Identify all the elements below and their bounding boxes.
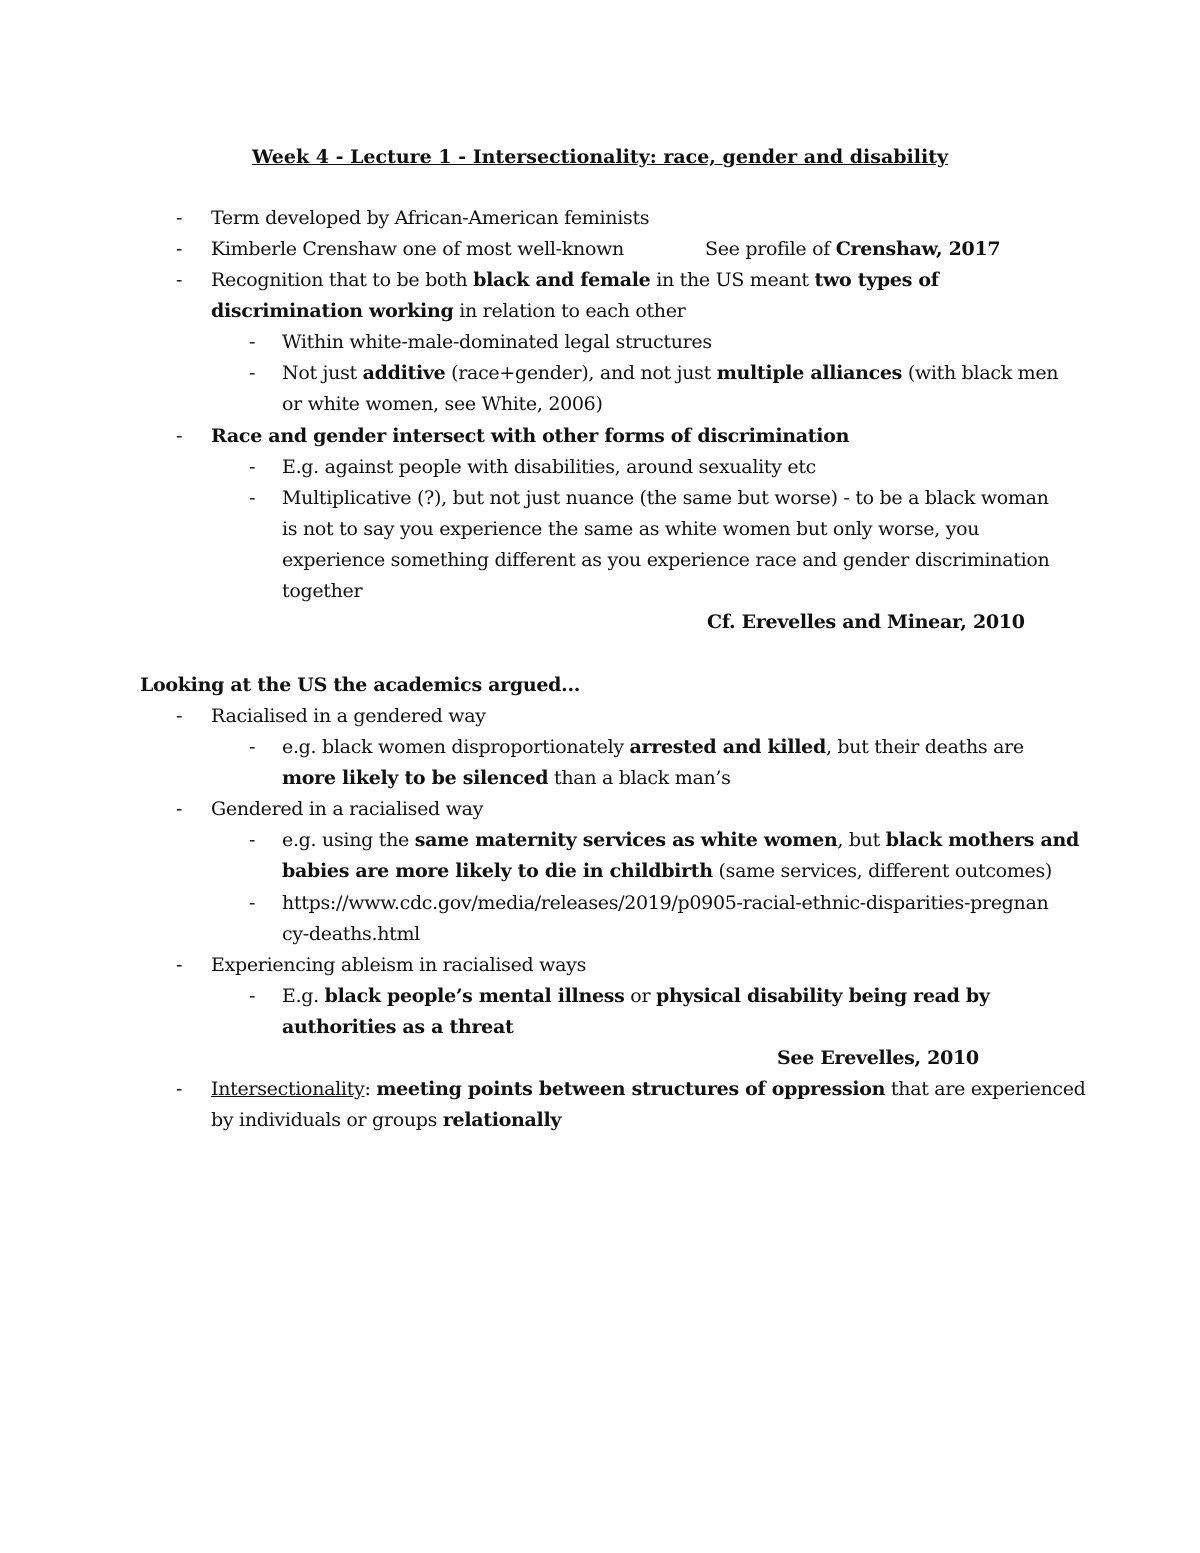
bold-span: arrested and killed: [629, 736, 826, 758]
sub-bullet-mental-illness-line2: authorities as a threat: [282, 1016, 514, 1038]
bullet-recognition-line1: [211, 265, 939, 296]
bullet-recognition-line2: [211, 296, 685, 327]
bullet-dash: -: [176, 207, 183, 229]
bullet-dash: -: [176, 425, 183, 447]
text-span: e.g. using the: [282, 829, 415, 851]
sub-bullet-additive-line2: or white women, see White, 2006): [282, 393, 603, 415]
sub-bullet-legal-structures: Within white-male-dominated legal structures: [282, 331, 712, 353]
sub-bullet-arrested-line2: [282, 763, 731, 794]
bold-span: black and female: [473, 269, 651, 291]
citation-erevelles-minear: Cf. Erevelles and Minear, 2010: [707, 611, 1025, 633]
bullet-gendered-racialised: Gendered in a racialised way: [211, 798, 484, 820]
text-span: e.g. black women disproportionately: [282, 736, 630, 758]
underlined-term: Intersectionality: [211, 1078, 365, 1100]
text-span: that are experienced: [885, 1078, 1086, 1100]
bold-span: relationally: [442, 1109, 562, 1131]
sub-bullet-disabilities: E.g. against people with disabilities, around sexuality etc: [282, 456, 817, 478]
bold-span: physical disability being read by: [655, 985, 990, 1007]
bold-span: black people’s mental illness: [324, 985, 625, 1007]
text-span: (race+gender), and not just: [445, 362, 717, 384]
sub-bullet-multiplicative-line2: is not to say you experience the same as white women but only worse, you: [282, 518, 980, 540]
citation-erevelles: See Erevelles, 2010: [777, 1047, 979, 1069]
sub-bullet-dash: -: [249, 985, 256, 1007]
sub-bullet-multiplicative-line1: Multiplicative (?), but not just nuance (the same but worse) - to be a black woman: [282, 487, 1049, 509]
text-span: (with black men: [902, 362, 1059, 384]
text-span: , but: [837, 829, 886, 851]
sub-bullet-maternity-line1: [282, 825, 1079, 856]
bullet-crenshaw: Kimberle Crenshaw one of most well-known: [211, 238, 624, 260]
text-span: or: [624, 985, 656, 1007]
text-span: in relation to each other: [453, 300, 686, 322]
section-heading: Looking at the US the academics argued...: [140, 674, 581, 696]
sub-bullet-multiplicative-line3: experience something different as you experience race and gender discrimination: [282, 549, 1050, 571]
bullet-dash: -: [176, 798, 183, 820]
bullet-racialised-gendered: Racialised in a gendered way: [211, 705, 486, 727]
page-title: Week 4 - Lecture 1 - Intersectionality: race, gender and disability: [251, 146, 949, 168]
bold-span: same maternity services as white women: [414, 829, 838, 851]
bold-span: discrimination working: [211, 300, 454, 322]
sub-bullet-dash: -: [249, 362, 256, 384]
bold-span: additive: [362, 362, 446, 384]
bold-span: two types of: [814, 269, 939, 291]
crenshaw-reference: [705, 234, 1000, 265]
bullet-term-developed: Term developed by African-American feminists: [211, 207, 650, 229]
bold-span: babies are more likely to die in childbirth: [282, 860, 713, 882]
bold-span: more likely to be silenced: [282, 767, 549, 789]
bold-span: multiple alliances: [716, 362, 903, 384]
cdc-link-line2[interactable]: cy-deaths.html: [282, 923, 420, 945]
bullet-intersectionality-line1: [211, 1074, 1086, 1105]
text-span: :: [364, 1078, 377, 1100]
sub-bullet-maternity-line2: [282, 856, 1052, 887]
bullet-dash: -: [176, 1078, 183, 1100]
sub-bullet-additive-line1: [282, 358, 1058, 389]
text-span: by individuals or groups: [211, 1109, 443, 1131]
text-span: (same services, different outcomes): [712, 860, 1053, 882]
sub-bullet-dash: -: [249, 829, 256, 851]
text-span: E.g.: [282, 985, 325, 1007]
bullet-dash: -: [176, 238, 183, 260]
sub-bullet-dash: -: [249, 456, 256, 478]
sub-bullet-dash: -: [249, 487, 256, 509]
sub-bullet-dash: -: [249, 736, 256, 758]
sub-bullet-mental-illness-line1: [282, 981, 990, 1012]
text-span: Recognition that to be both: [211, 269, 474, 291]
bold-span: black mothers and: [885, 829, 1080, 851]
sub-bullet-arrested-line1: [282, 732, 1024, 763]
bullet-race-gender-intersect: Race and gender intersect with other forms of discrimination: [211, 425, 850, 447]
text-span: in the US meant: [650, 269, 815, 291]
reference-prefix: See profile of: [705, 238, 836, 260]
bullet-dash: -: [176, 954, 183, 976]
sub-bullet-multiplicative-line4: together: [282, 580, 363, 602]
bullet-intersectionality-line2: [211, 1105, 561, 1136]
bullet-dash: -: [176, 705, 183, 727]
text-span: Not just: [282, 362, 363, 384]
reference-citation: Crenshaw, 2017: [835, 238, 1001, 260]
bullet-dash: -: [176, 269, 183, 291]
sub-bullet-dash: -: [249, 331, 256, 353]
text-span: , but their deaths are: [825, 736, 1024, 758]
bullet-ableism: Experiencing ableism in racialised ways: [211, 954, 587, 976]
sub-bullet-dash: -: [249, 892, 256, 914]
bold-span: meeting points between structures of oppression: [376, 1078, 886, 1100]
text-span: than a black man’s: [548, 767, 731, 789]
cdc-link-line1[interactable]: https://www.cdc.gov/media/releases/2019/p0905-racial-ethnic-disparities-pregnan: [282, 892, 1049, 914]
